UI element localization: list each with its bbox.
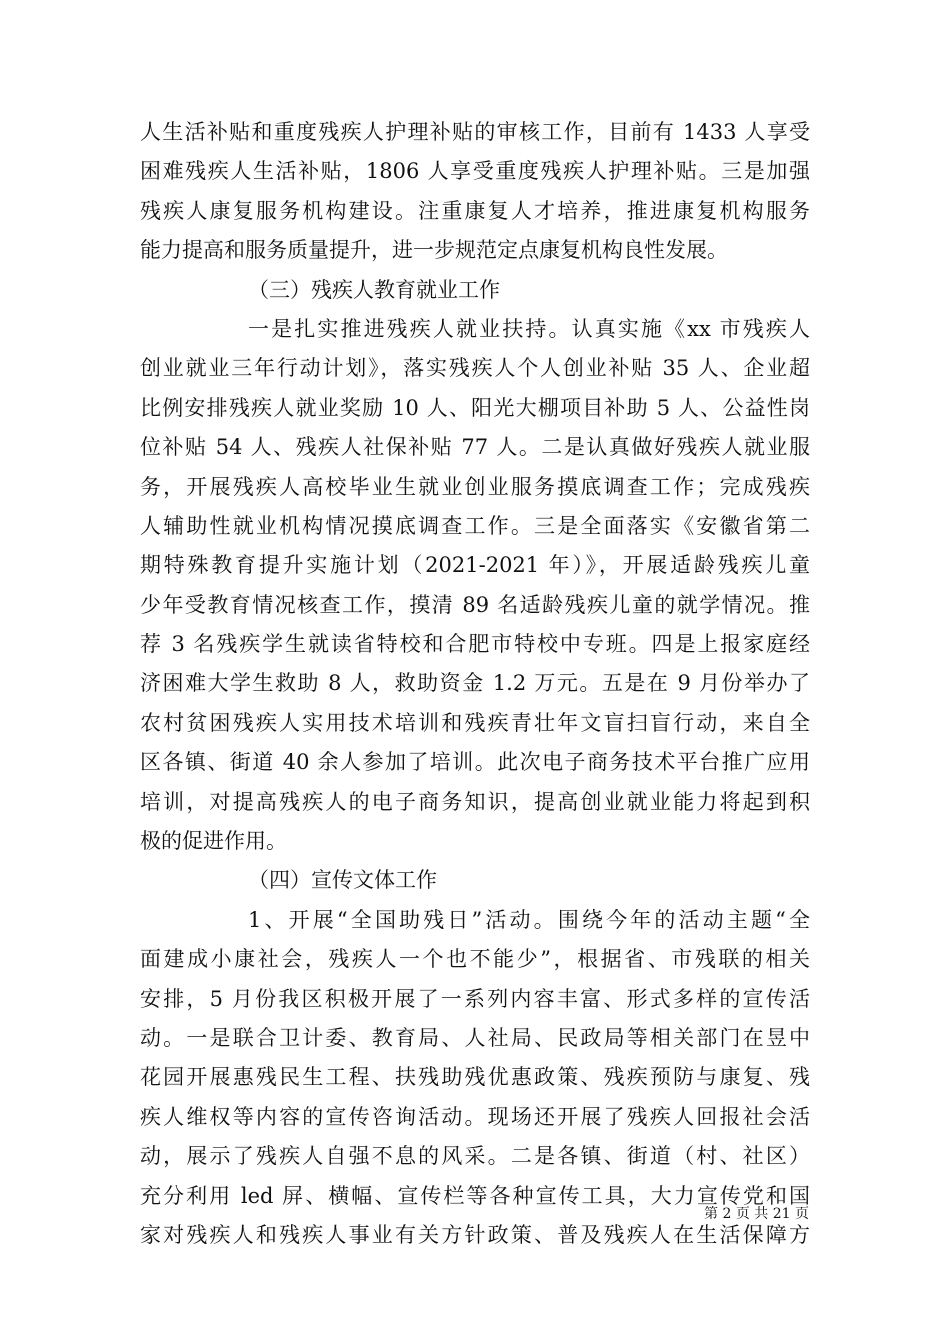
paragraph-line: 困难残疾人生活补贴，1806 人享受重度残疾人护理补贴。三是加强 — [140, 159, 810, 184]
paragraph-line: 疾人维权等内容的宣传咨询活动。现场还开展了残疾人回报社会活 — [140, 1104, 810, 1129]
paragraph-line: 能力提高和服务质量提升，进一步规范定点康复机构良性发展。 — [140, 238, 728, 263]
paragraph-line: 荐 3 名残疾学生就读省特校和合肥市特校中专班。四是上报家庭经 — [140, 632, 810, 657]
paragraph-line: 充分利用 led 屏、横幅、宣传栏等各种宣传工具，大力宣传党和国 — [140, 1183, 810, 1208]
paragraph-line: 创业就业三年行动计划》，落实残疾人个人创业补贴 35 人、企业超 — [140, 356, 810, 381]
document-body — [140, 113, 810, 1255]
paragraph-line: 比例安排残疾人就业奖励 10 人、阳光大棚项目补助 5 人、公益性岗 — [140, 395, 810, 420]
paragraph-line: 安排，5 月份我区积极开展了一系列内容丰富、形式多样的宣传活 — [140, 986, 810, 1011]
paragraph-line: 期特殊教育提升实施计划（2021-2021 年）》，开展适龄残疾儿童 — [140, 553, 810, 578]
paragraph-line: 农村贫困残疾人实用技术培训和残疾青壮年文盲扫盲行动，来自全 — [140, 710, 810, 735]
paragraph-line: 1、开展“全国助残日”活动。围绕今年的活动主题“全 — [248, 907, 810, 932]
paragraph-line: 面建成小康社会，残疾人一个也不能少”，根据省、市残联的相关 — [140, 947, 810, 972]
paragraph-line: 动，展示了残疾人自强不息的风采。二是各镇、街道（村、社区） — [140, 1144, 810, 1169]
paragraph-line: 区各镇、街道 40 余人参加了培训。此次电子商务技术平台推广应用 — [140, 750, 810, 775]
paragraph-line: 花园开展惠残民生工程、扶残助残优惠政策、残疾预防与康复、残 — [140, 1065, 810, 1090]
paragraph-line: 位补贴 54 人、残疾人社保补贴 77 人。二是认真做好残疾人就业服 — [140, 435, 810, 460]
paragraph-line: 人生活补贴和重度残疾人护理补贴的审核工作，目前有 1433 人享受 — [140, 120, 810, 144]
paragraph-line: 一是扎实推进残疾人就业扶持。认真实施《xx 市残疾人 — [248, 316, 810, 341]
paragraph-line: 极的促进作用。 — [140, 829, 287, 854]
paragraph-line: 家对残疾人和残疾人事业有关方针政策、普及残疾人在生活保障方 — [140, 1222, 810, 1247]
section-heading-4: （四）宣传文体工作 — [248, 868, 437, 893]
paragraph-line: 济困难大学生救助 8 人，救助资金 1.2 万元。五是在 9 月份举办了 — [140, 671, 810, 696]
paragraph-line: 培训，对提高残疾人的电子商务知识，提高创业就业能力将起到积 — [140, 789, 810, 814]
paragraph-line: 残疾人康复服务机构建设。注重康复人才培养，推进康复机构服务 — [140, 198, 810, 223]
paragraph-line: 动。一是联合卫计委、教育局、人社局、民政局等相关部门在昱中 — [140, 1025, 810, 1050]
page-number-footer: 第 2 页 共 21 页 — [704, 1206, 809, 1222]
paragraph-line: 务，开展残疾人高校毕业生就业创业服务摸底调查工作；完成残疾 — [140, 474, 810, 499]
paragraph-line: 少年受教育情况核查工作，摸清 89 名适龄残疾儿童的就学情况。推 — [140, 592, 810, 617]
section-heading-3: （三）残疾人教育就业工作 — [248, 277, 500, 302]
paragraph-line: 人辅助性就业机构情况摸底调查工作。三是全面落实《安徽省第二 — [140, 513, 810, 538]
